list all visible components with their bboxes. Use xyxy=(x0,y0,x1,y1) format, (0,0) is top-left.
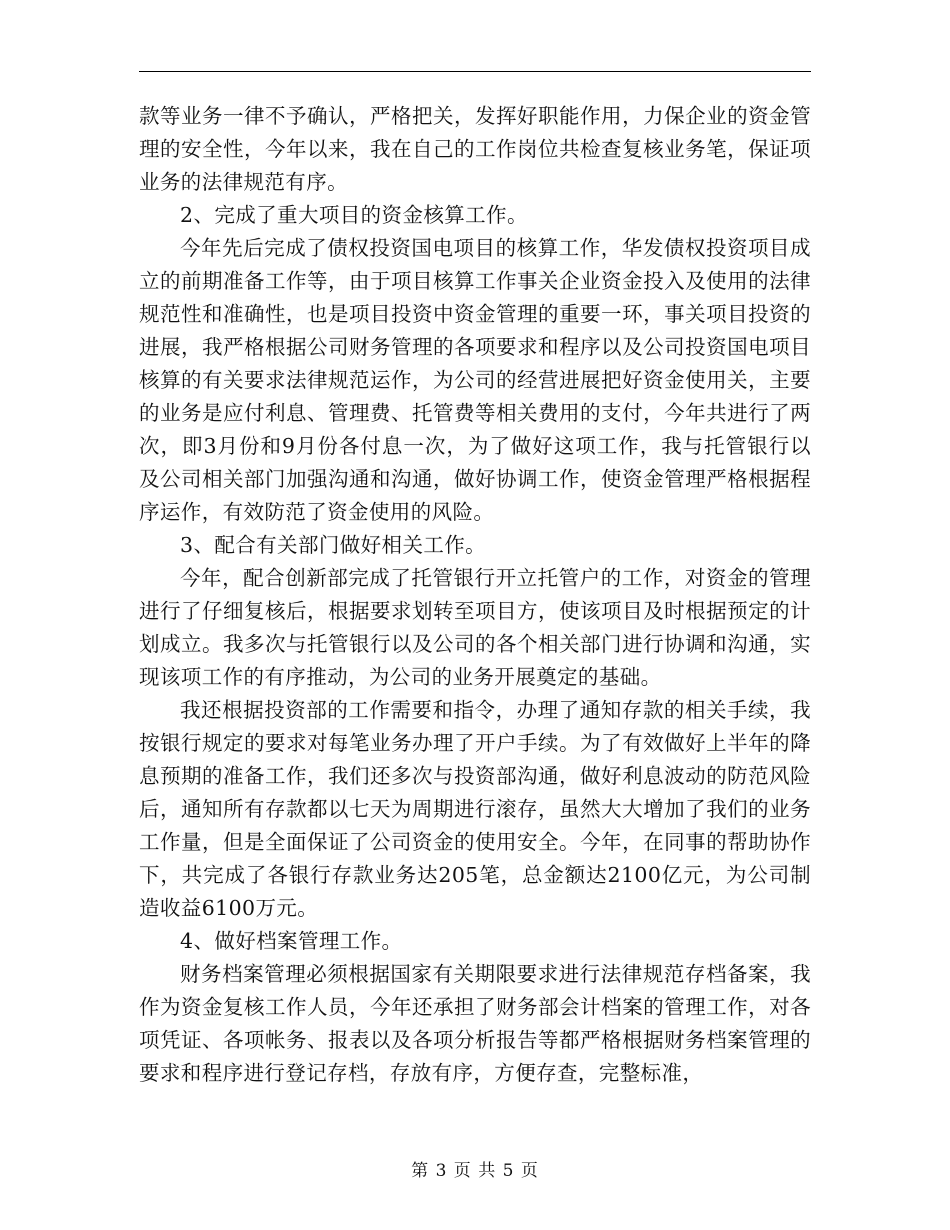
paragraph: 今年先后完成了债权投资国电项目的核算工作，华发债权投资项目成立的前期准备工作等，由于项目核算工作事关企业资金投入及使用的法律规范性和准确性，也是项目投资中资金管理的重要一环，事关项目投资的进展，我严格根据公司财务管理的各项要求和程序以及公司投资国电项目核算的有关要求法律规范运作，为公司的经营进展把好资金使用关，主要的业务是应付利息、管理费、托管费等相关费用的支付，今年共进行了两次，即3月份和9月份各付息一次，为了做好这项工作，我与托管银行以及公司相关部门加强沟通和沟通，做好协调工作，使资金管理严格根据程序运作，有效防范了资金使用的风险。 xyxy=(139,236,811,524)
section-heading: 4、做好档案管理工作。 xyxy=(180,929,403,953)
paragraph: 我还根据投资部的工作需要和指令，办理了通知存款的相关手续，我按银行规定的要求对每笔业务办理了开户手续。为了有效做好上半年的降息预期的准备工作，我们还多次与投资部沟通，做好利息波动的防范风险后，通知所有存款都以七天为周期进行滚存，虽然大大增加了我们的业务工作量，但是全面保证了公司资金的使用安全。今年，在同事的帮助协作下，共完成了各银行存款业务达205笔，总金额达2100亿元，为公司制造收益6100万元。 xyxy=(139,698,811,920)
page-number: 第 3 页 共 5 页 xyxy=(411,1161,539,1181)
section-heading: 3、配合有关部门做好相关工作。 xyxy=(180,533,487,557)
paragraph: 今年，配合创新部完成了托管银行开立托管户的工作，对资金的管理进行了仔细复核后，根据要求划转至项目方，使该项目及时根据预定的计划成立。我多次与托管银行以及公司的各个相关部门进行协调和沟通，实现该项工作的有序推动，为公司的业务开展奠定的基础。 xyxy=(139,566,811,689)
section-heading: 2、完成了重大项目的资金核算工作。 xyxy=(180,203,528,227)
header-rule xyxy=(139,71,811,72)
paragraph: 款等业务一律不予确认，严格把关，发挥好职能作用，力保企业的资金管理的安全性，今年以来，我在自己的工作岗位共检查复核业务笔，保证项业务的法律规范有序。 xyxy=(139,104,811,194)
document-body xyxy=(139,100,811,1090)
paragraph: 财务档案管理必须根据国家有关期限要求进行法律规范存档备案，我作为资金复核工作人员，今年还承担了财务部会计档案的管理工作，对各项凭证、各项帐务、报表以及各项分析报告等都严格根据财务档案管理的要求和程序进行登记存档，存放有序，方便存查，完整标准， xyxy=(139,962,811,1085)
